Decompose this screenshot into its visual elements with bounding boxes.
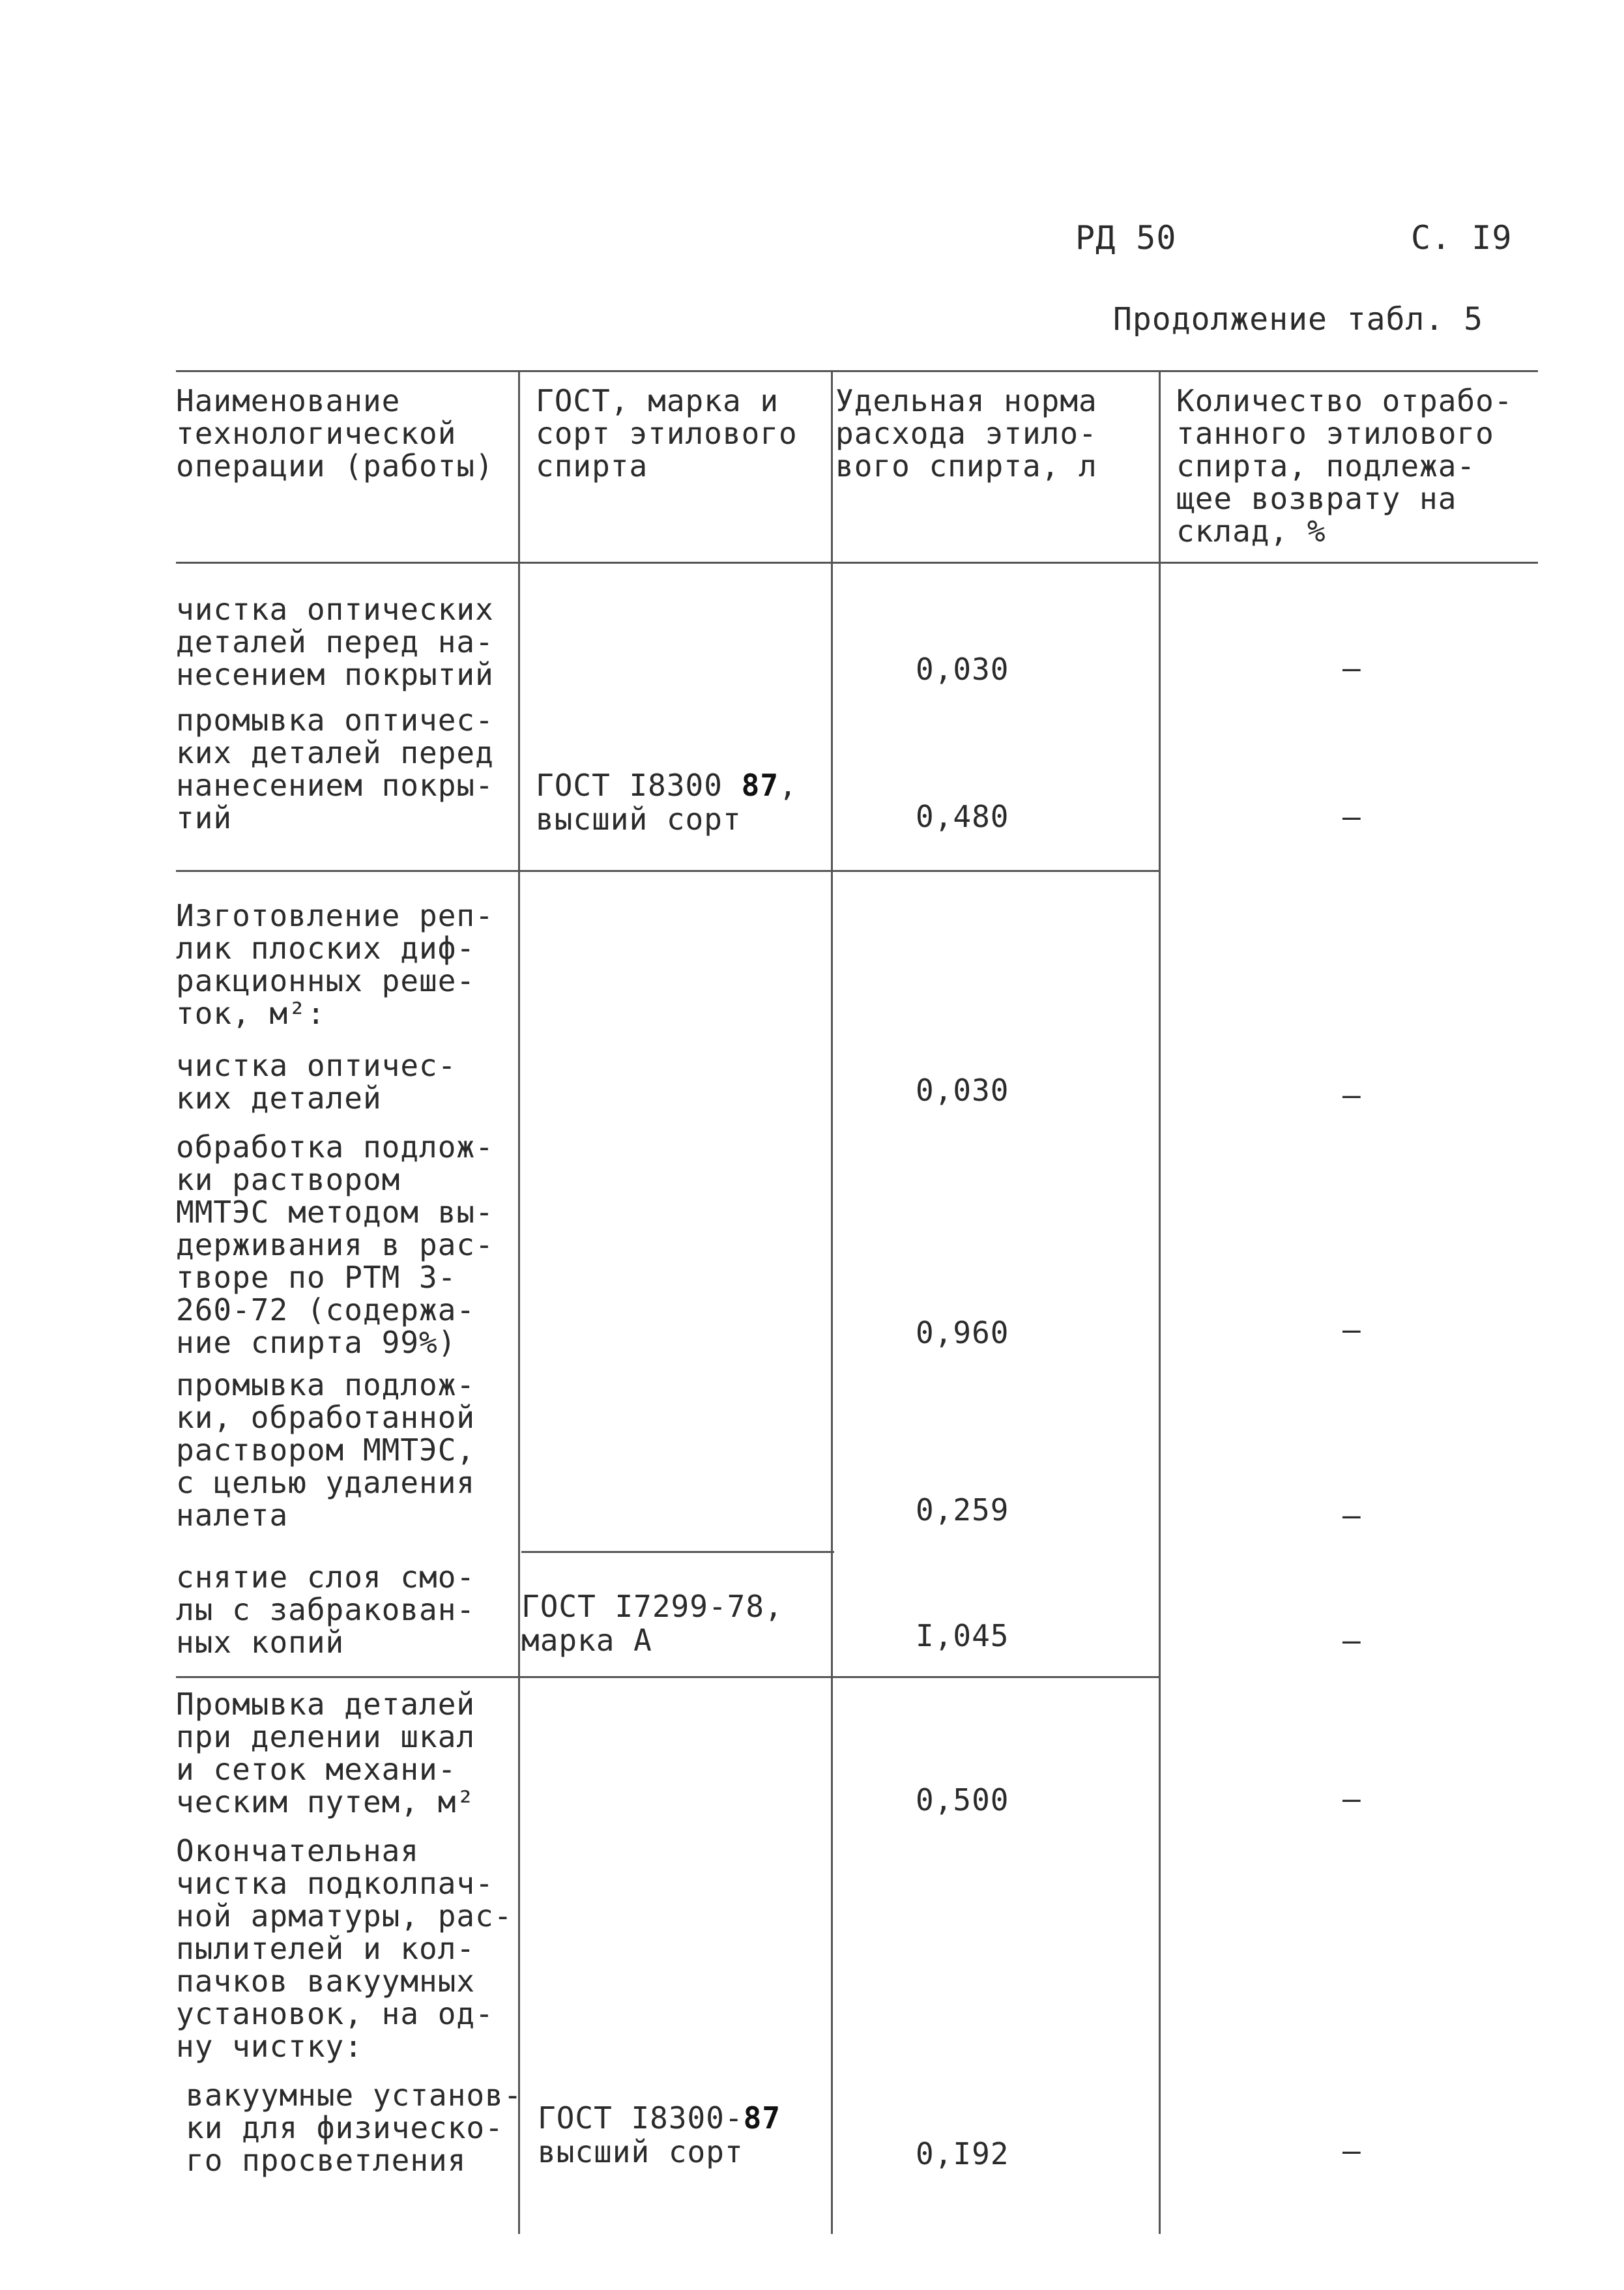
- returned-value: —: [1342, 650, 1361, 686]
- norm-value: I,045: [916, 1618, 1009, 1653]
- norm-value: 0,259: [916, 1492, 1009, 1528]
- row-rule-3: [176, 1676, 1160, 1678]
- returned-value: —: [1342, 1781, 1361, 1816]
- operation-cell: Промывка деталей при делении шкал и сеток механи- ческим путем, м²: [176, 1687, 476, 1819]
- gost-cell-2: ГОСТ I7299-78,: [521, 1589, 783, 1624]
- norm-value: 0,030: [916, 652, 1009, 687]
- operation-cell: чистка оптических деталей перед на- несением покрытий: [176, 592, 494, 692]
- operation-cell: Изготовление реп- лик плоских диф- ракционных реше- ток, м²:: [176, 898, 494, 1031]
- table-caption: Продолжение табл. 5: [1113, 301, 1484, 338]
- operation-cell: промывка подлож- ки, обработанной раствором ММТЭС, с целью удаления налета: [176, 1367, 476, 1533]
- column-header-norm: Удельная норма расхода этило- вого спирта, л: [835, 383, 1097, 484]
- column-header-gost: ГОСТ, марка и сорт этилового спирта: [536, 383, 798, 484]
- table-top-rule: [176, 370, 1538, 372]
- col-divider-3: [1159, 370, 1161, 2234]
- norm-value: 0,960: [916, 1315, 1009, 1350]
- returned-value: —: [1342, 799, 1361, 834]
- operation-cell: Окончательная чистка подколпач- ной арматуры, рас- пылителей и кол- пачков вакуумных установок, на од- ну чистку:: [176, 1833, 513, 2064]
- returned-value: —: [1342, 1498, 1361, 1533]
- document-code: РД 50: [1075, 219, 1177, 257]
- operation-cell: снятие слоя смо- лы с забракован- ных копий: [176, 1559, 476, 1660]
- returned-value: —: [1342, 2133, 1361, 2168]
- norm-value: 0,500: [916, 1782, 1009, 1818]
- returned-value: —: [1342, 1623, 1361, 1658]
- returned-value: —: [1342, 1077, 1361, 1112]
- page-number: С. I9: [1411, 219, 1513, 257]
- operation-cell: вакуумные установ- ки для физическо- го просветления: [186, 2078, 523, 2178]
- col-divider-2: [831, 370, 833, 2234]
- operation-cell: промывка оптичес- ких деталей перед нанесением покры- тий: [176, 703, 494, 835]
- norm-value: 0,480: [916, 799, 1009, 834]
- operation-cell: обработка подлож- ки раствором ММТЭС методом вы- держивания в рас- творе по РТМ 3- 260-72 (содержа- ние спирта 99%): [176, 1129, 494, 1360]
- gost-cell-3: ГОСТ I8300-87: [538, 2100, 781, 2136]
- row-rule-2: [521, 1551, 834, 1553]
- gost-cell-1-grade: высший сорт: [536, 802, 742, 837]
- row-rule-1: [176, 870, 1160, 872]
- column-header-returned: Количество отрабо- танного этилового спирта, подлежа- щее возврату на склад, %: [1176, 383, 1513, 549]
- returned-value: —: [1342, 1312, 1361, 1347]
- operation-cell: чистка оптичес- ких деталей: [176, 1048, 457, 1116]
- col-divider-1: [518, 370, 520, 2234]
- column-header-operation: Наименование технологической операции (работы): [176, 383, 494, 484]
- gost-cell-3-grade: высший сорт: [538, 2134, 744, 2169]
- header-bottom-rule: [176, 562, 1538, 564]
- norm-value: 0,030: [916, 1073, 1009, 1108]
- norm-value: 0,I92: [916, 2136, 1009, 2171]
- gost-cell-1: ГОСТ I8300 87,: [536, 768, 798, 803]
- gost-cell-2-grade: марка А: [521, 1623, 652, 1658]
